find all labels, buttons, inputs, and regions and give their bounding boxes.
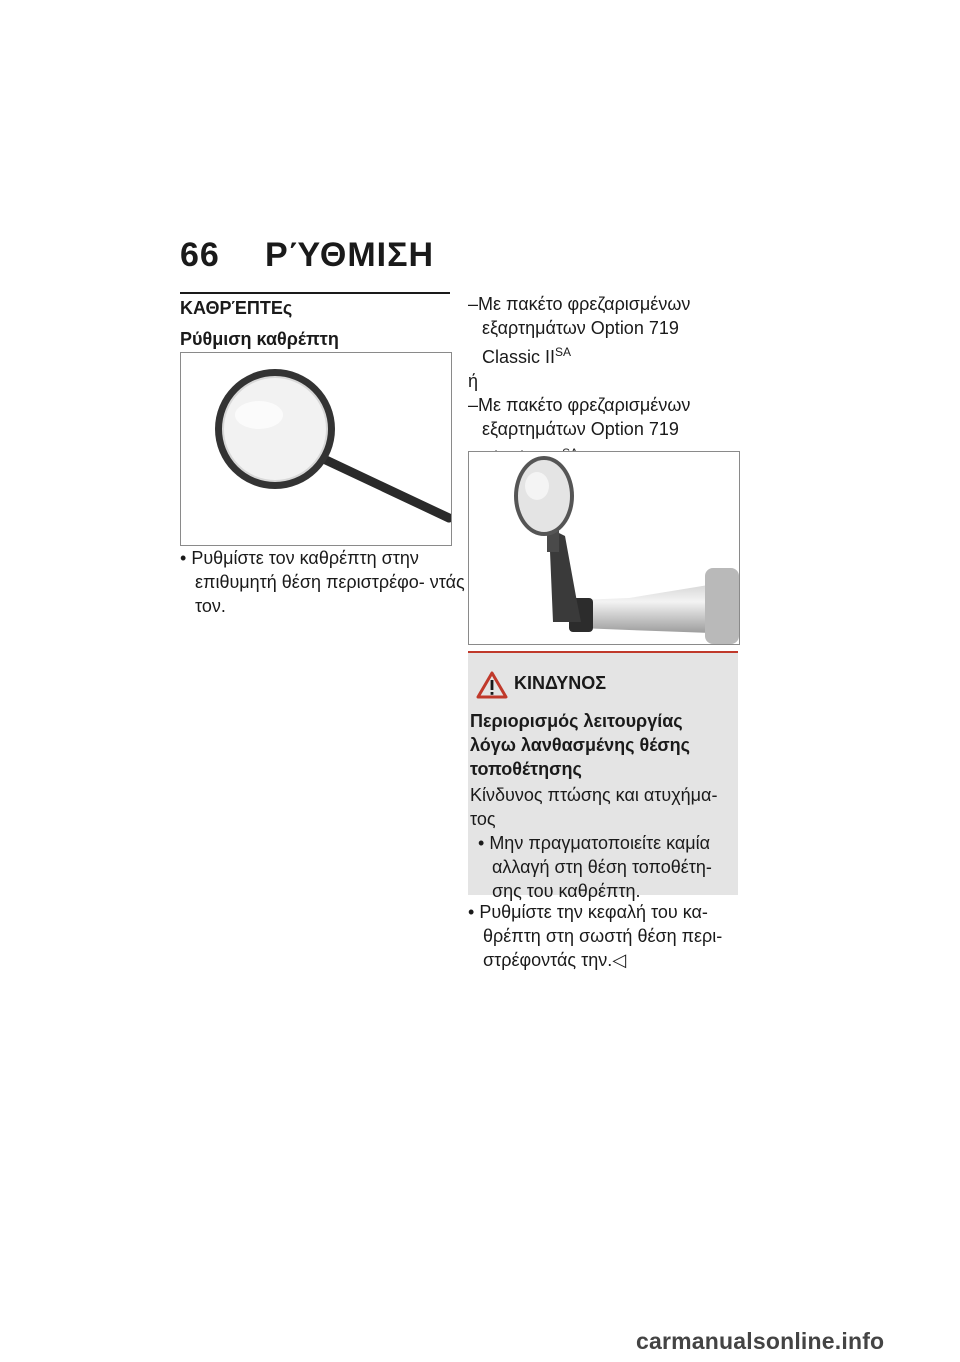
section-rule — [180, 292, 450, 294]
watermark: carmanualsonline.info — [636, 1328, 885, 1354]
option1-sup: SA — [555, 345, 572, 359]
danger-body — [470, 783, 732, 903]
final-bullet-text: Ρυθμίστε την κεφαλή του κα- θρέπτη στη σωστή θέση περι- στρέφοντάς την. — [479, 902, 723, 970]
page-number: 66 — [180, 236, 220, 274]
bullet-text: Ρυθμίστε τον καθρέπτη στην επιθυμητή θέση περιστρέφο- ντάς τον. — [191, 548, 465, 616]
danger-title: Περιορισμός λειτουργίας λόγω λανθασμένης θέσης τοποθέτησης — [470, 711, 690, 779]
left-bullet — [180, 546, 465, 618]
round-mirror-image — [180, 352, 452, 546]
danger-bullet: Μην πραγματοποιείτε καμία αλλαγή στη θέση τοποθέτη- σης του καθρέπτη. — [489, 833, 712, 901]
option2-line1: Με πακέτο φρεζαρισμένων — [478, 395, 691, 415]
warning-triangle-icon — [476, 671, 508, 704]
subsection-title: Ρύθμιση καθρέπτη — [180, 329, 339, 349]
option1-line1: Με πακέτο φρεζαρισμένων — [478, 294, 691, 314]
dash: – — [468, 294, 479, 314]
option2-line2: εξαρτημάτων Option 719 — [482, 419, 679, 439]
end-mark-icon: ◁ — [612, 950, 627, 970]
bullet-dot: • — [468, 902, 480, 922]
bar-end-mirror-image — [468, 451, 740, 645]
bullet-dot: • — [478, 833, 490, 853]
bullet-dot: • — [180, 548, 192, 568]
danger-label: ΚΙΝΔΥΝΟΣ — [514, 673, 607, 693]
chapter-title: ΡΎΘΜΙΣΗ — [265, 236, 435, 274]
option1-line2: εξαρτημάτων Option 719 — [482, 318, 679, 338]
option1-block — [468, 292, 738, 470]
dash: – — [468, 395, 479, 415]
or-text: ή — [468, 371, 479, 391]
section-title: ΚΑΘΡΈΠΤΕς — [180, 298, 293, 318]
danger-body-text: Κίνδυνος πτώσης και ατυχήμα- τος — [470, 785, 718, 829]
final-bullet — [468, 900, 753, 972]
option1-line3: Classic II — [482, 347, 556, 367]
danger-box — [468, 651, 738, 901]
